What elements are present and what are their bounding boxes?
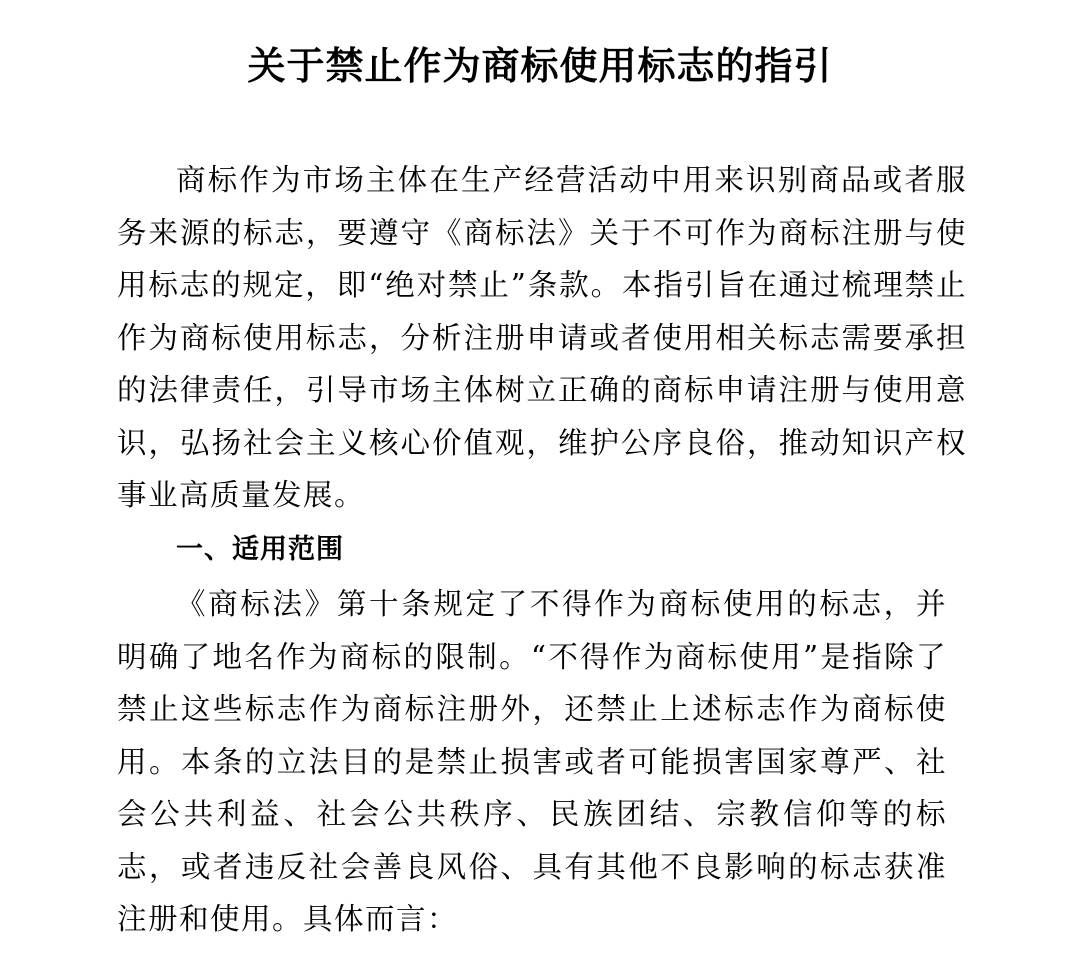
document-title: 关于禁止作为商标使用标志的指引 bbox=[247, 44, 833, 88]
section-heading: 一、适用范围 bbox=[176, 534, 344, 565]
intro-paragraph: 商标作为市场主体在生产经营活动中用来识别商品或者服务来源的标志，要遵守《商标法》关于不可作为商标注册与使用标志的规定，即“绝对禁止”条款。本指引旨在通过梳理禁止作为商标使用标志，分析注册申请或者使用相关标志需要承担的法律责任，引导市场主体树立正确的商标申请注册与使用意识，弘扬社会主义核心价值观，维护公序良俗，推动知识产权事业高质量发展。 bbox=[117, 163, 967, 512]
section-paragraph: 《商标法》第十条规定了不得作为商标使用的标志，并明确了地名作为商标的限制。“不得作为商标使用”是指除了禁止这些标志作为商标注册外，还禁止上述标志作为商标使用。本条的立法目的是禁止损害或者可能损害国家尊严、社会公共利益、社会公共秩序、民族团结、宗教信仰等的标志，或者违反社会善良风俗、具有其他不良影响的标志获准注册和使用。具体而言： bbox=[117, 587, 947, 936]
